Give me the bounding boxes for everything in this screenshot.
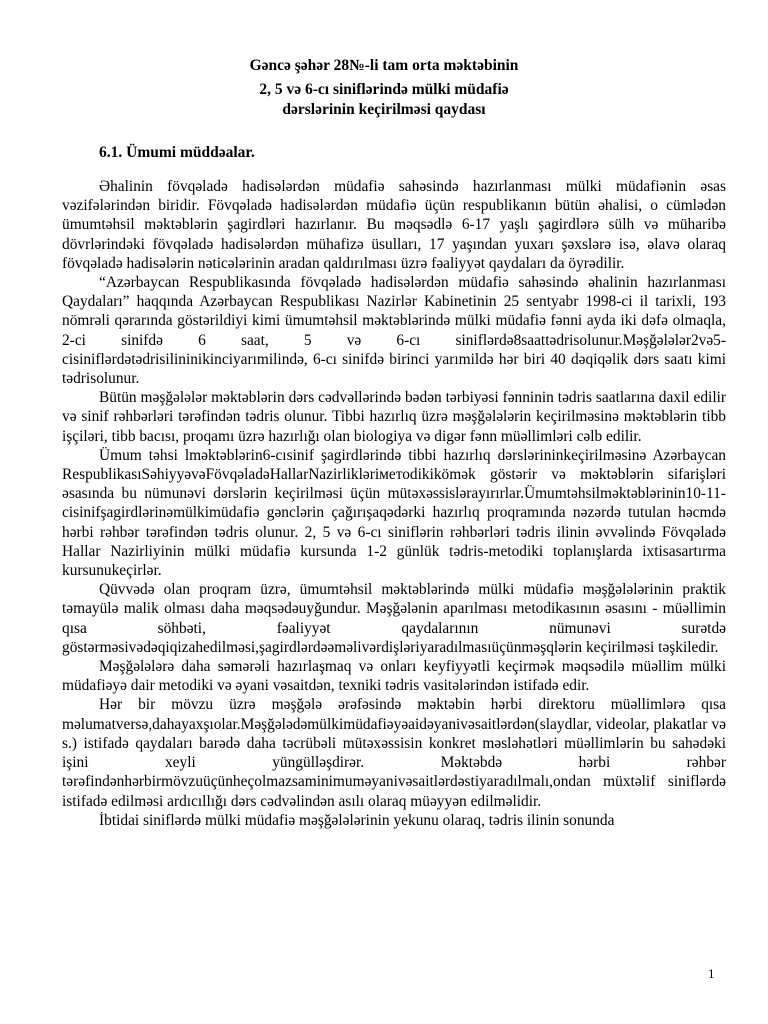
paragraph: Əhalinin fövqəladə hadisələrdən müdafiə sahəsində hazırlanması mülki müdafiənin əsas vəzifələrindən biridir. Fövqəladə hadisələrdən müdafiə üçün respublikanın bütün əhalisi, o cümlədən ümumtəhsil məktəblərin şagirdləri hazırlanır. Bu məqsədlə 6-17 yaşlı şagirdlərə sülh və müharibə dövrlərindəki fövqəladə hadisələrdən mühafizə üsulları, 17 yaşından yuxarı şəxslərə isə, əlavə olaraq fövqəladə hadisələrin nəticələrinin aradan qaldırılması üzrə fəaliyyət qaydaları da öyrədilir. (62, 178, 726, 272)
paragraph: Bütün məşğələlər məktəblərin dərs cədvəllərində bədən tərbiyəsi fənninin tədris saatlarına daxil edilir və sinif rəhbərləri tərəfindən tədris olunur. Tibbi hazırlıq üzrə məşğələlərin keçirilməsinə məktəblərin tibb işçiləri, tibb bacısı, proqamı üzrə hazırlığı olan biologiya və digər fənn müəllimləri cəlb edilir. (62, 389, 726, 445)
document-body (62, 177, 726, 830)
paragraph: “Azərbaycan Respublikasında fövqəladə hadisələrdən müdafiə sahəsində əhalinin hazırlanması Qaydaları” haqqında Azərbaycan Respublikası Nazirlər Kabinetinin 25 sentyabr 1998-ci il tarixli, 193 nömrəli qərarında göstərildiyi kimi ümumtəhsil məktəblərində mülki müdafiə fənni ayda iki dəfə olmaqla, 2-ci sinifdə 6 saat, 5 və 6-cı siniflərdə8saattədrisolunur.Məşğələlər2və5-cisiniflərdətədrisilininikinciyarımilində, 6-cı sinifdə birinci yarımildə hər biri 40 dəqiqəlik dərs saatı kimi tədrisolunur. (62, 274, 726, 388)
paragraph: İbtidai siniflərdə mülki müdafiə məşğələlərinin yekunu olaraq, tədris ilinin sonunda (99, 811, 615, 829)
document-title-line-1: Gəncə şəhər 28№-li tam orta məktəbinin (249, 57, 519, 74)
document-title-line-2: 2, 5 və 6-cı siniflərində mülki müdafiə (259, 81, 509, 98)
page-number: 1 (708, 966, 715, 981)
paragraph: Hər bir mövzu üzrə məşğələ ərəfəsində məktəbin hərbi direktoru müəllimlərə qısa məlumatversə,dahayaxşıolar.Məşğələdəmülkimüdafiəyəaidəyanivəsaitlərdən(slaydlar, videolar, plakatlar və s.) istifadə qaydaları barədə daha təcrübəli mütəxəssisin konkret məsləhətləri müəllimlərin bu sahədəki işini xeyli yüngülləşdirər. Məktəbdə hərbi rəhbər tərəfindənhərbirmövzuüçünheçolmazsaminimuməyanivəsaitlərdəstiyaradılmalı,ondan müxtəlif siniflərdə istifadə edilməsi ardıcıllığı dərs cədvəlindən asılı olaraq müəyyən edilməlidir. (62, 696, 726, 810)
paragraph: Məşğələlərə daha səmərəli hazırlaşmaq və onları keyfiyyətli keçirmək məqsədilə müəllim mülki müdafiəyə dair metodiki və əyani vəsaitdən, texniki tədris vasitələrindən istifadə edir. (62, 658, 726, 695)
paragraph: Ümum təhsi lməktəblərin6-cısinif şagirdlərində tibbi hazırlıq dərslərininkeçirilməsinə Azərbaycan RespublikasıSəhiyyəvəFövqəladəHallarNazirlikləriметоdikikömək göstərir və məktəblərin sifarişləri əsasında bu nümunəvi dərslərin keçirilməsi üçün mütəxəssislərayırırlar.Ümumtəhsilməktəblərinin10-11-cisinifşagirdlərinəmülkimüdafiə gənclərin çağırışaqədərki hazırlıq proqramında nəzərdə tutulan həcmdə hərbi rəhbər tərəfindən tədris olunur. 2, 5 və 6-cı siniflərin rəhbərləri tədris ilinin əvvəlində Fövqəladə Hallar Nazirliyinin mülki müdafiə kursunda 1-2 günlük tədris-metodiki toplanışlarda ixtisasartırma kursunukeçirlər. (62, 446, 726, 580)
document-title-line-3: dərslərinin keçirilməsi qaydası (282, 101, 486, 118)
section-heading: 6.1. Ümumi müddəalar. (99, 144, 255, 161)
paragraph: Qüvvədə olan proqram üzrə, ümumtəhsil məktəblərində mülki müdafiə məşğələlərinin praktik təmayülə malik olması daha məqsədəuyğundur. Məşğələnin aparılması metodikasının əsasını - müəllimin qısa söhbəti, fəaliyyət qaydalarının nümunəvi surətdə göstərməsivədəqiqizahedilməsi,şagirdlərdəəməlivərdişləriyaradılmasıüçünməşqlərin keçirilməsi təşkiledir. (62, 581, 726, 656)
